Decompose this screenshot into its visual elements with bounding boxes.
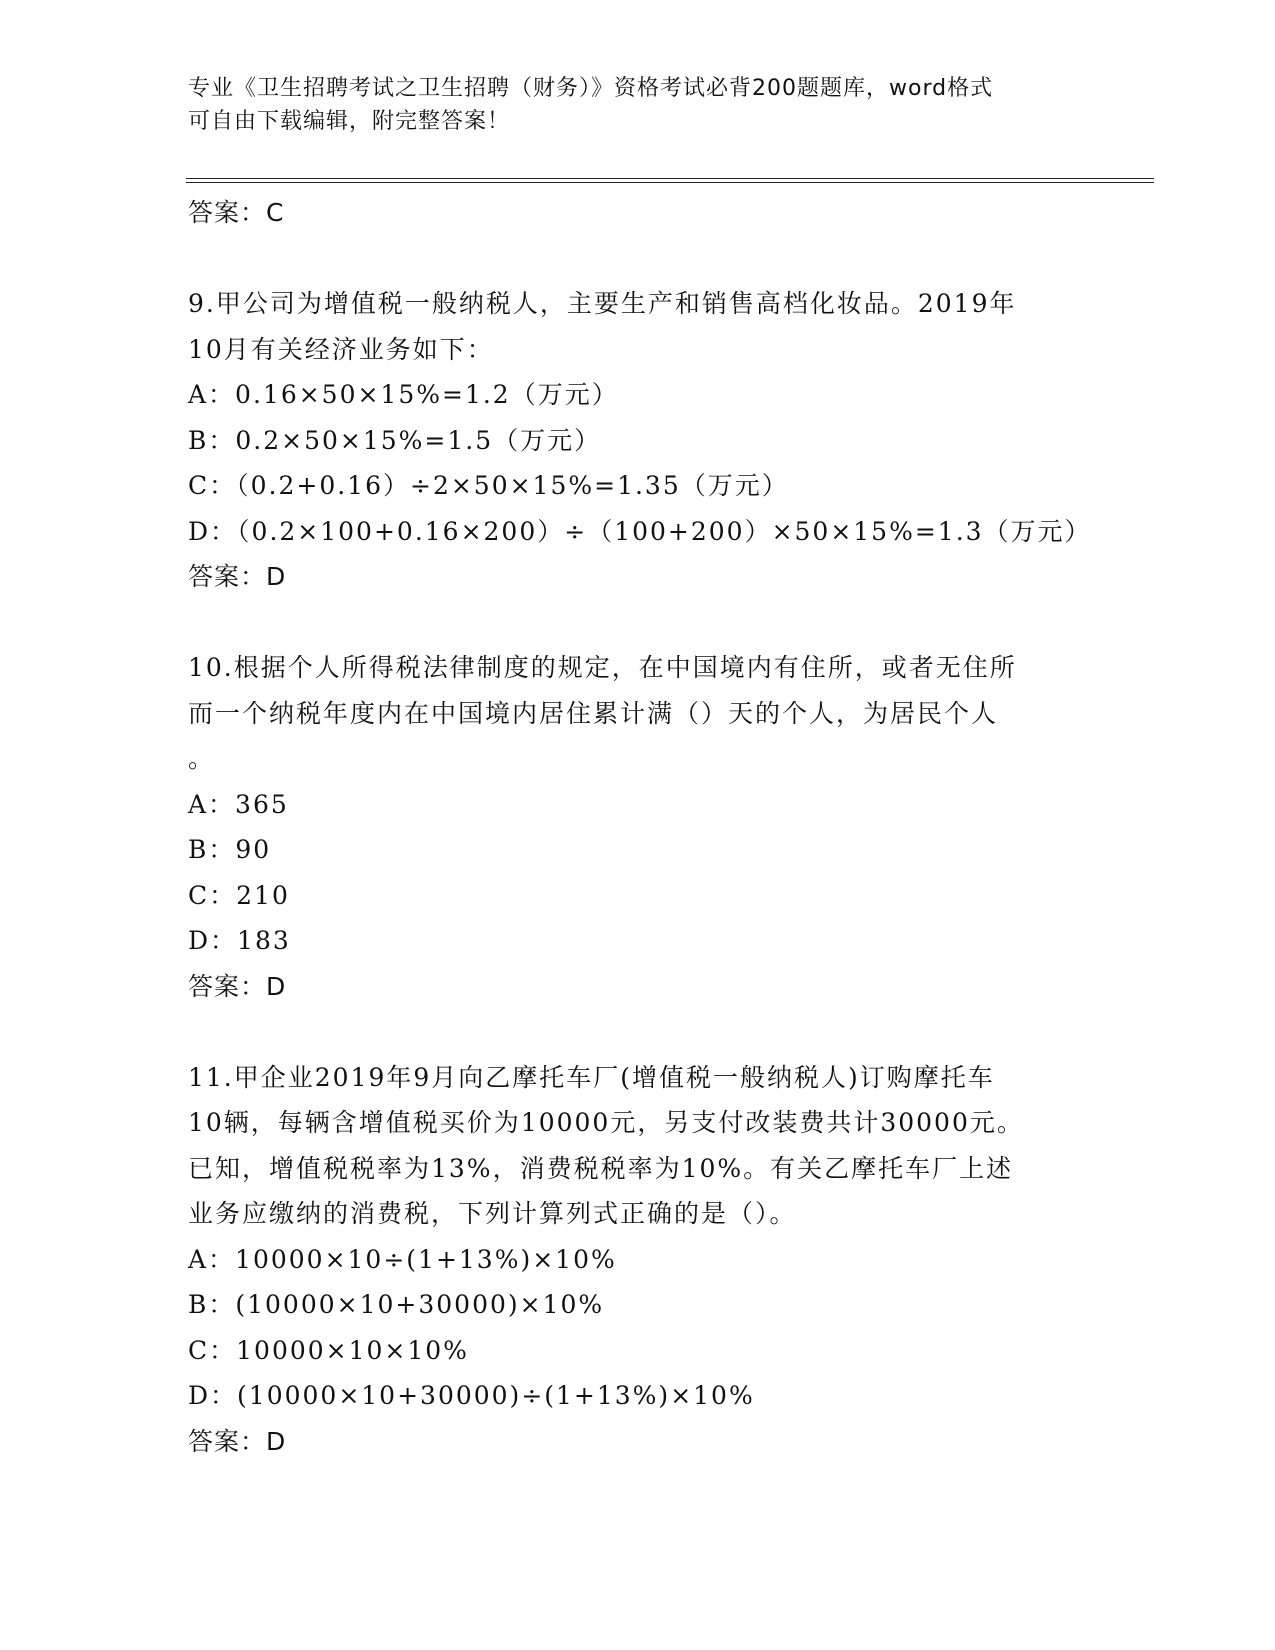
- question-answer: 答案：D: [188, 1426, 287, 1456]
- option-c: C：10000×10×10%: [188, 1335, 469, 1365]
- header-title-line-2: 可自由下载编辑，附完整答案！: [188, 109, 511, 134]
- question-10: [188, 645, 1088, 1009]
- question-list: [188, 190, 1092, 1464]
- option-c: C：（0.2+0.16）÷2×50×15%=1.35（万元）: [188, 471, 789, 500]
- page-header: [188, 72, 1068, 138]
- spacer: [188, 1009, 1088, 1055]
- option-b: B：(10000×10+30000)×10%: [188, 1290, 605, 1319]
- option-d: D：183: [188, 926, 291, 955]
- question-stem-line: 10月有关经济业务如下：: [188, 334, 494, 364]
- question-stem-line: 。: [188, 744, 216, 773]
- option-a: A：10000×10÷(1+13%)×10%: [188, 1244, 617, 1274]
- question-stem-line: 而一个纳税年度内在中国境内居住累计满（）天的个人，为居民个人: [188, 698, 999, 728]
- question-9: [188, 281, 1092, 600]
- question-11: [188, 1055, 1088, 1465]
- question-stem-line: 业务应缴纳的消费税，下列计算列式正确的是（）。: [188, 1199, 797, 1228]
- option-b: B：0.2×50×15%=1.5（万元）: [188, 425, 602, 455]
- question-stem-line: 10辆，每辆含增值税买价为10000元，另支付改装费共计30000元。: [188, 1108, 1024, 1137]
- option-d: D：(10000×10+30000)÷(1+13%)×10%: [188, 1381, 755, 1410]
- question-answer: 答案：D: [188, 562, 287, 591]
- option-a: A：0.16×50×15%=1.2（万元）: [188, 380, 619, 409]
- question-stem-line: 11.甲企业2019年9月向乙摩托车厂(增值税一般纳税人)订购摩托车: [188, 1062, 995, 1092]
- question-answer: 答案：D: [188, 971, 287, 1001]
- header-title-line-1: 专业《卫生招聘考试之卫生招聘（财务）》资格考试必背200题题库，word格式: [188, 76, 994, 101]
- header-divider: [186, 178, 1154, 183]
- option-b: B：90: [188, 835, 272, 864]
- option-d: D：（0.2×100+0.16×200）÷（100+200）×50×15%=1.3（万元）: [188, 516, 1092, 546]
- spacer: [188, 600, 1088, 646]
- question-stem-line: 10.根据个人所得税法律制度的规定，在中国境内有住所，或者无住所: [188, 653, 1017, 682]
- option-c: C：210: [188, 880, 290, 910]
- question-stem-line: 已知，增值税税率为13%，消费税税率为10%。有关乙摩托车厂上述: [188, 1153, 1014, 1183]
- previous-question-answer: 答案：C: [188, 198, 285, 227]
- spacer: [188, 236, 1088, 282]
- question-stem-line: 9.甲公司为增值税一般纳税人，主要生产和销售高档化妆品。2019年: [188, 289, 1017, 318]
- option-a: A：365: [188, 789, 289, 819]
